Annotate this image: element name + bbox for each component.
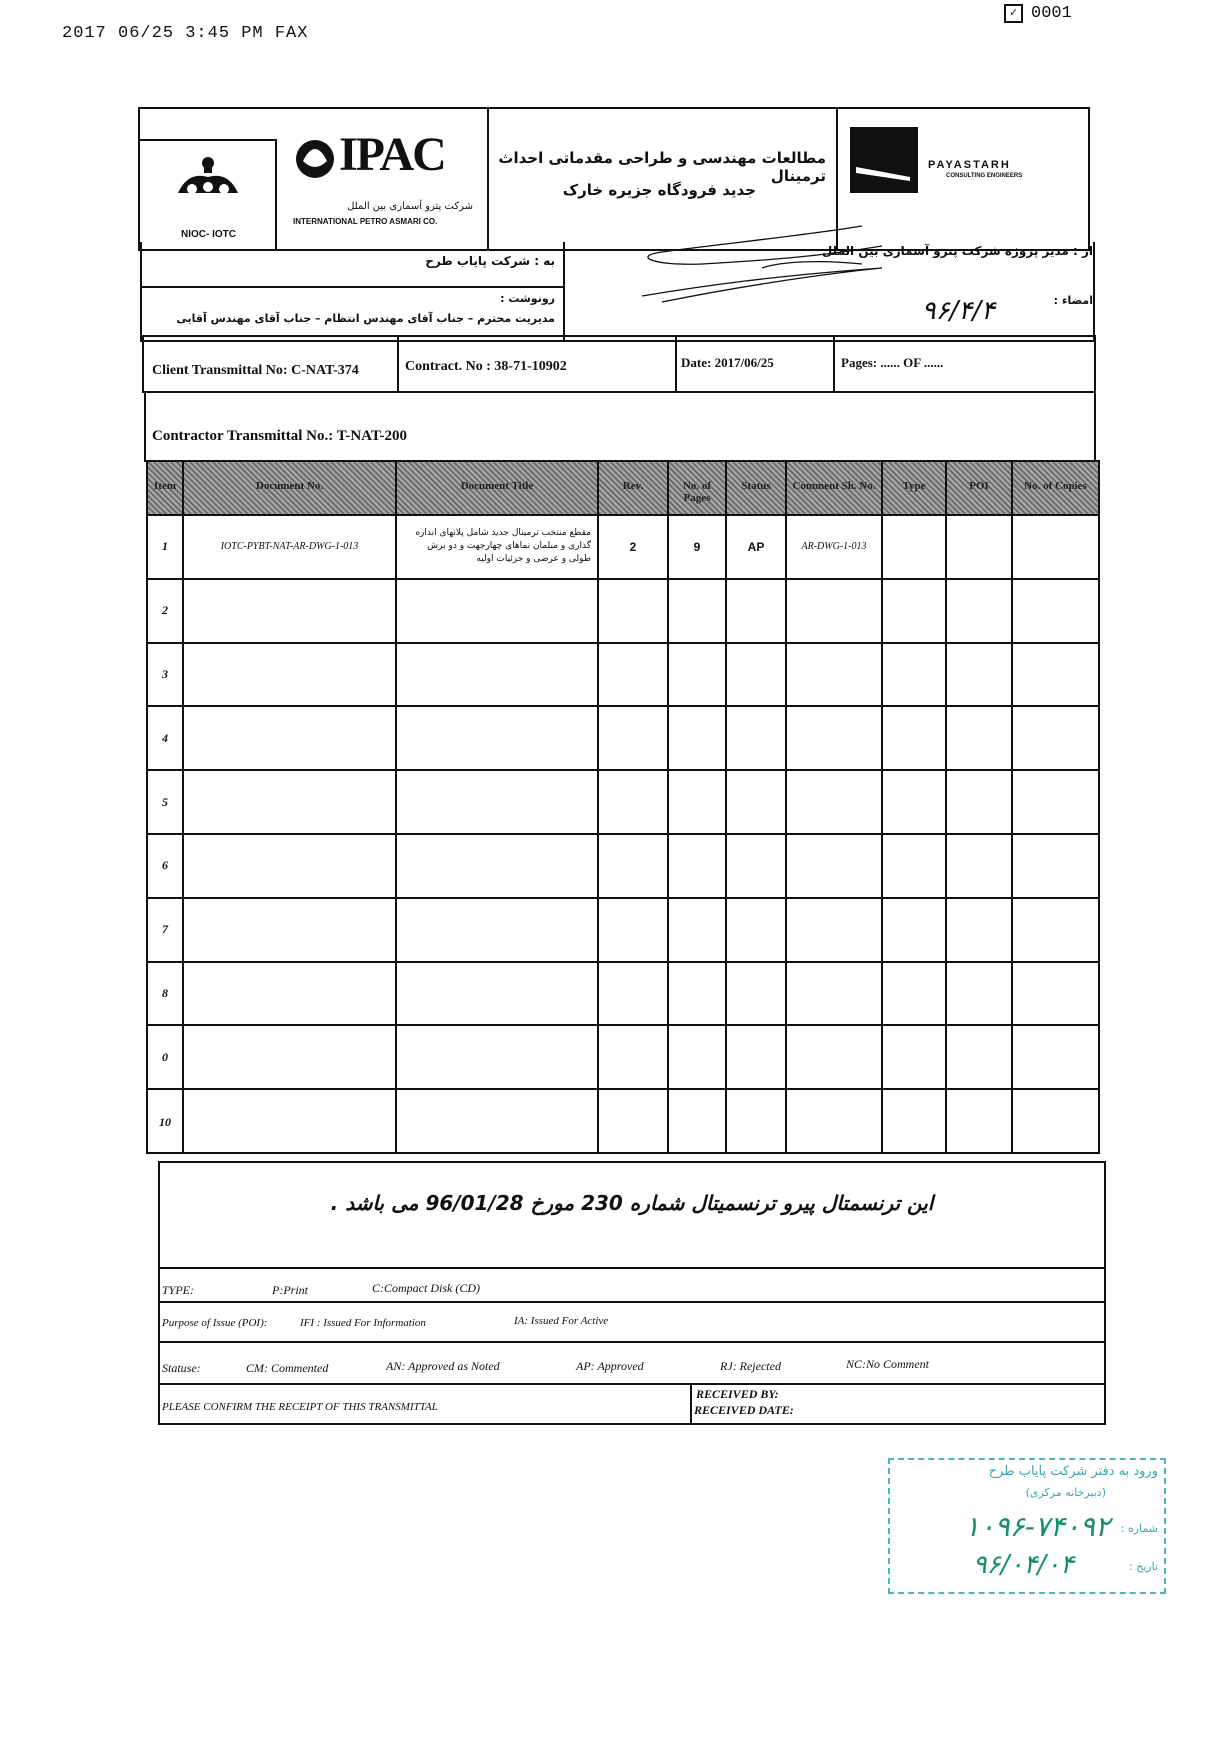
cell-document-title: [397, 1026, 599, 1088]
cell-no-of-pages: [669, 580, 727, 642]
stamp-date-label: تاریخ :: [1128, 1560, 1158, 1573]
payastarh-subtitle: CONSULTING ENGINEERS: [946, 173, 1023, 179]
cell-comment-sheet-no: [787, 707, 883, 769]
document-title-value: مقطع منتخب ترمینال جدید شامل پلانهای اندازه گذاری و مبلمان نماهای چهارجهت و دو برش طولی و عرضی و جزئیات اولیه: [415, 528, 591, 565]
date: Date: 2017/06/25: [681, 355, 774, 370]
item-value: 6: [162, 858, 168, 873]
cell-document-title: [397, 835, 599, 897]
ipac-english-name: INTERNATIONAL PETRO ASMARI CO.: [293, 217, 438, 226]
cell-no-of-pages: [669, 644, 727, 706]
revision-value: 2: [629, 539, 637, 554]
cell-item: [148, 1090, 184, 1154]
contractor-transmittal: Contractor Transmittal No.: T-NAT-200: [152, 428, 407, 444]
cell-status: [727, 835, 787, 897]
cell-no-of-pages: [669, 835, 727, 897]
table-row: [148, 835, 1098, 899]
cell-poi: [947, 899, 1013, 961]
signature-date: ۹۶/۴/۴: [921, 296, 995, 326]
cell-revision: [599, 1026, 669, 1088]
date-cell: [677, 337, 835, 391]
status-row: [160, 1343, 1104, 1385]
cell-no-of-copies: [1013, 835, 1098, 897]
type-print: P:Print: [272, 1283, 308, 1297]
cell-document-no: [184, 771, 397, 833]
cell-type: [883, 899, 947, 961]
item-value: 0: [162, 1049, 168, 1064]
cell-comment-sheet-no: [787, 771, 883, 833]
header-poi: POI: [947, 462, 1013, 516]
status-rj: RJ: Rejected: [720, 1359, 781, 1373]
received-date: RECEIVED DATE:: [694, 1403, 794, 1417]
item-value: 1: [162, 539, 168, 554]
comment-sheet-no-value: AR-DWG-1-013: [801, 541, 867, 553]
cc-label: رونوشت :: [500, 292, 555, 305]
table-row: [148, 707, 1098, 771]
cell-revision: [599, 707, 669, 769]
received-by: RECEIVED BY:: [696, 1387, 779, 1401]
cell-document-title: [397, 516, 599, 578]
pages: Pages: ...... OF ......: [841, 355, 944, 370]
cell-document-title: [397, 771, 599, 833]
cell-status: [727, 963, 787, 1025]
cell-no-of-copies: [1013, 1090, 1098, 1154]
cell-no-of-copies: [1013, 580, 1098, 642]
cell-document-no: [184, 644, 397, 706]
cell-poi: [947, 1090, 1013, 1154]
table-row: [148, 644, 1098, 708]
status-nc: NC:No Comment: [846, 1357, 930, 1371]
header-status: Status: [727, 462, 787, 516]
cell-status: [727, 1026, 787, 1088]
status-ap: AP: Approved: [576, 1359, 644, 1373]
cell-no-of-copies: [1013, 963, 1098, 1025]
cell-status: [727, 707, 787, 769]
cell-revision: [599, 580, 669, 642]
received-cell: [692, 1385, 1104, 1423]
cell-item: [148, 1026, 184, 1088]
cell-no-of-pages: [669, 899, 727, 961]
cell-document-title: [397, 707, 599, 769]
purpose-row: [160, 1303, 1104, 1343]
cell-document-no: [184, 707, 397, 769]
note-text: این ترنسمتال پیرو ترنسمیتال شماره 230 مورخ 96/01/28 می باشد .: [330, 1191, 934, 1215]
contractor-row: [144, 392, 1096, 462]
fax-page-number: [1004, 4, 1072, 23]
header-type: Type: [883, 462, 947, 516]
cell-comment-sheet-no: [787, 580, 883, 642]
cell-poi: [947, 644, 1013, 706]
cell-type: [883, 1090, 947, 1154]
fax-header: 2017 06/25 3:45 PM FAX: [62, 24, 309, 43]
cell-poi: [947, 707, 1013, 769]
documents-table: [146, 460, 1100, 1154]
receipt-stamp: [888, 1458, 1166, 1594]
cc-cell: [142, 288, 565, 340]
stamp-line1: ورود به دفتر شرکت پایاب طرح: [988, 1464, 1158, 1479]
cell-document-title: [397, 644, 599, 706]
cell-poi: [947, 835, 1013, 897]
cell-type: [883, 707, 947, 769]
header-comment-sheet-no: Comment Sh. No.: [787, 462, 883, 516]
table-row: [148, 963, 1098, 1027]
cell-type: [883, 580, 947, 642]
cell-no-of-pages: [669, 1026, 727, 1088]
cell-document-no: [184, 1090, 397, 1154]
cell-no-of-pages: [669, 963, 727, 1025]
contract-no: Contract. No : 38-71-10902: [405, 359, 567, 374]
cell-poi: [947, 516, 1013, 578]
info-row: [142, 335, 1096, 393]
cell-no-of-copies: [1013, 516, 1098, 578]
to-label: به : شرکت پایاب طرح: [425, 254, 555, 268]
cell-comment-sheet-no: [787, 644, 883, 706]
stamp-date: ۹۶/۰۴/۰۴: [972, 1550, 1074, 1580]
cell-comment-sheet-no: [787, 1026, 883, 1088]
purpose-label: Purpose of Issue (POI):: [162, 1317, 268, 1329]
cell-document-title: [397, 963, 599, 1025]
purpose-ia: IA: Issued For Active: [514, 1315, 609, 1327]
cell-revision: [599, 1090, 669, 1154]
stamp-number: ۱۰۹۶-۷۴۰۹۲: [964, 1510, 1110, 1543]
header-item: Item: [148, 462, 184, 516]
page-number: 0001: [1031, 4, 1072, 23]
cell-status: [727, 644, 787, 706]
payastarh-logo-icon: [850, 127, 918, 193]
document-no-value: IOTC-PYBT-NAT-AR-DWG-1-013: [220, 541, 359, 553]
cell-poi: [947, 771, 1013, 833]
cell-comment-sheet-no: [787, 835, 883, 897]
cell-item: [148, 580, 184, 642]
ipac-drop-icon: [293, 131, 337, 181]
cell-revision: [599, 963, 669, 1025]
cell-item: [148, 771, 184, 833]
cell-type: [883, 963, 947, 1025]
project-title-line2: جدید فرودگاه جزیره خارک: [562, 181, 756, 199]
cell-no-of-copies: [1013, 899, 1098, 961]
nioc-logo-icon: [168, 153, 248, 203]
cell-no-of-pages: [669, 516, 727, 578]
cell-type: [883, 644, 947, 706]
table-row: [148, 1026, 1098, 1090]
cell-item: [148, 644, 184, 706]
header-document-title: Document Title: [397, 462, 599, 516]
type-cd: C:Compact Disk (CD): [372, 1281, 480, 1295]
cell-revision: [599, 516, 669, 578]
cell-item: [148, 707, 184, 769]
nioc-logo-text: NIOC- IOTC: [181, 229, 236, 240]
checkbox-icon: ✓: [1004, 4, 1023, 23]
table-row: [148, 580, 1098, 644]
cell-document-no: [184, 835, 397, 897]
item-value: 3: [162, 666, 168, 681]
item-value: 4: [162, 730, 168, 745]
client-transmittal-cell: [144, 337, 399, 391]
cell-no-of-pages: [669, 1090, 727, 1154]
cell-status: [727, 1090, 787, 1154]
cell-document-no: [184, 899, 397, 961]
type-row: [160, 1269, 1104, 1303]
cell-type: [883, 835, 947, 897]
table-row: [148, 1090, 1098, 1154]
item-value: 10: [159, 1114, 171, 1129]
stamp-line2: (دبیرخانه مرکزی): [1025, 1486, 1106, 1499]
cell-document-title: [397, 1090, 599, 1154]
cell-no-of-copies: [1013, 707, 1098, 769]
cell-no-of-pages: [669, 707, 727, 769]
confirm-text: PLEASE CONFIRM THE RECEIPT OF THIS TRANSMITTAL: [162, 1401, 438, 1413]
cell-comment-sheet-no: [787, 516, 883, 578]
status-cm: CM: Commented: [246, 1361, 329, 1375]
status-value: AP: [747, 539, 765, 554]
purpose-ifi: IFI : Issued For Information: [300, 1317, 426, 1329]
client-transmittal: Client Transmittal No: C-NAT-374: [152, 363, 359, 378]
header-no-of-copies: No. of Copies: [1013, 462, 1098, 516]
payastarh-name: PAYASTARH: [928, 159, 1011, 171]
confirm-cell: [160, 1385, 692, 1423]
cell-status: [727, 771, 787, 833]
cc-text: مدیریت محترم – جناب آقای مهندس انتظام – جناب آقای مهندس آقایی: [176, 312, 555, 325]
cell-poi: [947, 1026, 1013, 1088]
cell-item: [148, 899, 184, 961]
pages-cell: [835, 337, 1094, 391]
header-no-of-pages: No. of Pages: [669, 462, 727, 516]
cell-revision: [599, 644, 669, 706]
handwritten-signature: [622, 216, 952, 316]
no-of-pages-value: 9: [693, 539, 701, 554]
table-row: [148, 771, 1098, 835]
cell-item: [148, 835, 184, 897]
cell-document-no: [184, 516, 397, 578]
cell-revision: [599, 835, 669, 897]
cell-no-of-copies: [1013, 644, 1098, 706]
cell-revision: [599, 771, 669, 833]
cell-comment-sheet-no: [787, 1090, 883, 1154]
note-cell: [160, 1163, 1104, 1269]
contract-cell: [399, 337, 677, 391]
cell-item: [148, 516, 184, 578]
item-value: 2: [162, 603, 168, 618]
header-document-no: Document No.: [184, 462, 397, 516]
cell-no-of-copies: [1013, 1026, 1098, 1088]
item-value: 7: [162, 922, 168, 937]
cell-document-title: [397, 580, 599, 642]
nioc-logo-cell: [140, 139, 277, 251]
cell-type: [883, 771, 947, 833]
cell-type: [883, 516, 947, 578]
cell-no-of-pages: [669, 771, 727, 833]
cell-item: [148, 963, 184, 1025]
cell-status: [727, 899, 787, 961]
address-block: [140, 242, 1095, 342]
status-an: AN: Approved as Noted: [386, 1359, 500, 1373]
cell-type: [883, 1026, 947, 1088]
stamp-number-label: شماره :: [1120, 1522, 1158, 1535]
ipac-persian-name: شرکت پترو آسماری بین الملل: [347, 201, 473, 212]
from-label: از : مدیر پروژه شرکت پترو آسماری بین الملل: [821, 244, 1093, 258]
cell-status: [727, 580, 787, 642]
cell-no-of-copies: [1013, 771, 1098, 833]
cell-status: [727, 516, 787, 578]
cell-document-no: [184, 580, 397, 642]
cell-document-title: [397, 899, 599, 961]
type-label: TYPE:: [162, 1283, 195, 1297]
ipac-logo-cell: [277, 109, 489, 251]
cell-document-no: [184, 1026, 397, 1088]
item-value: 5: [162, 794, 168, 809]
footer-block: [158, 1161, 1106, 1425]
header-revision: Rev.: [599, 462, 669, 516]
item-value: 8: [162, 985, 168, 1000]
cell-comment-sheet-no: [787, 963, 883, 1025]
ipac-logo: IPAC: [339, 128, 445, 181]
status-label: Statuse:: [162, 1361, 201, 1375]
cell-comment-sheet-no: [787, 899, 883, 961]
signature-label: امضاء :: [1053, 294, 1093, 307]
to-cell: [142, 242, 565, 288]
project-title-line1: مطالعات مهندسی و طراحی مقدماتی احداث ترمینال: [498, 149, 826, 185]
cell-poi: [947, 963, 1013, 1025]
cell-poi: [947, 580, 1013, 642]
cell-document-no: [184, 963, 397, 1025]
cell-revision: [599, 899, 669, 961]
table-row: [148, 899, 1098, 963]
table-row: [148, 516, 1098, 580]
